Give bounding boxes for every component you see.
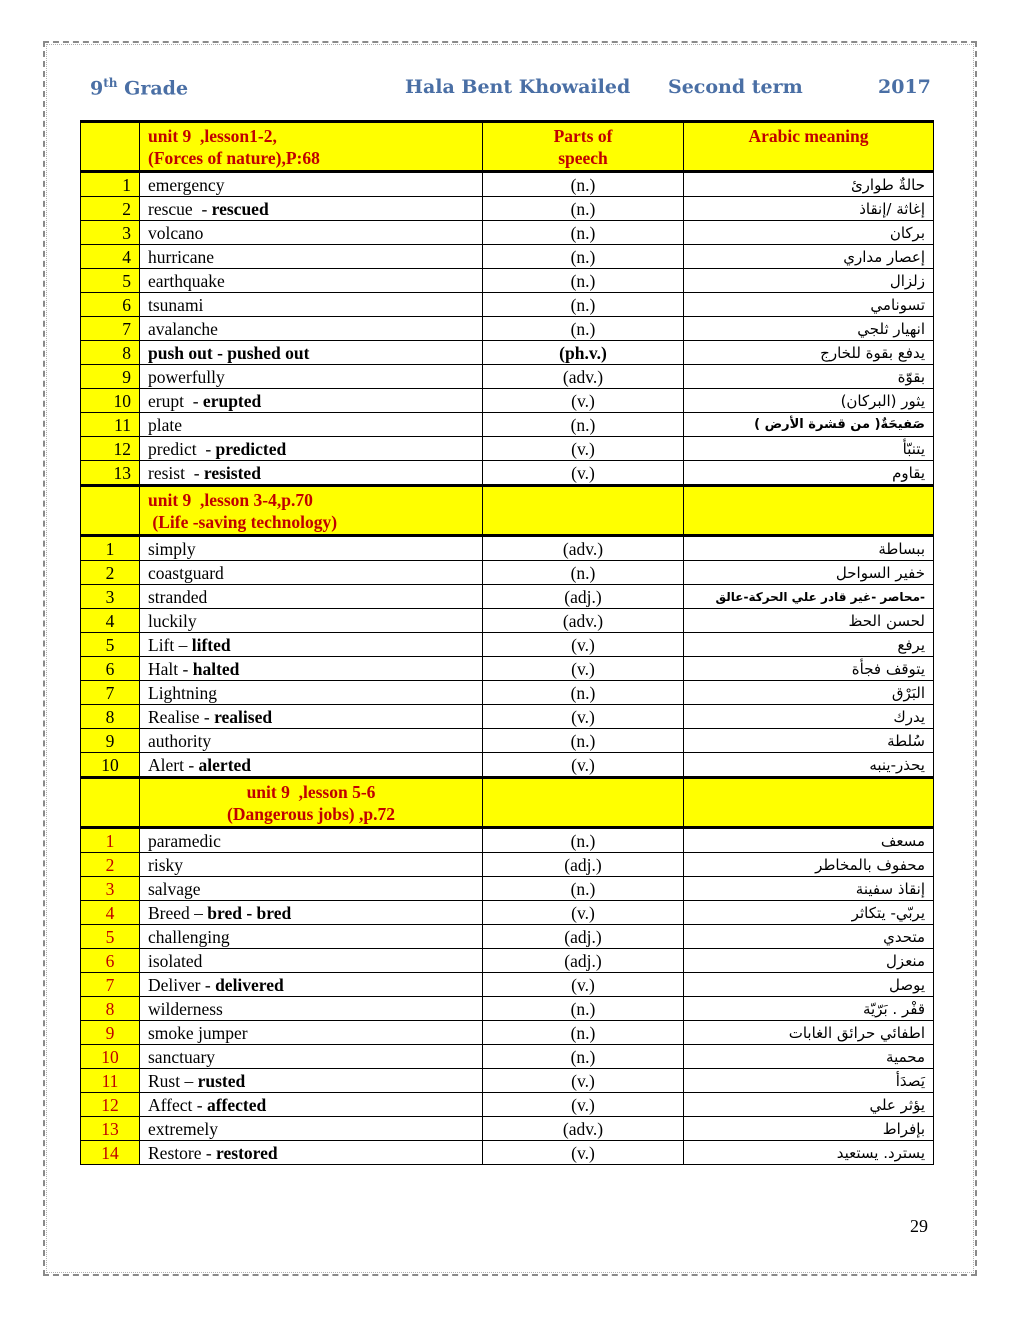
word-cell bbox=[140, 413, 483, 437]
word-cell bbox=[140, 317, 483, 341]
word-cell bbox=[140, 729, 483, 753]
table-row bbox=[81, 585, 934, 609]
arabic-meaning-cell: سُلطة bbox=[684, 729, 934, 753]
word-cell bbox=[140, 609, 483, 633]
section-header-blank bbox=[81, 486, 140, 536]
table-row bbox=[81, 317, 934, 341]
word-text: smoke jumper bbox=[148, 1022, 248, 1043]
row-number: 1 bbox=[81, 536, 140, 561]
table-row bbox=[81, 1117, 934, 1141]
row-number: 2 bbox=[81, 561, 140, 585]
word-cell bbox=[140, 461, 483, 486]
word-cell bbox=[140, 221, 483, 245]
table-row bbox=[81, 705, 934, 729]
row-number: 5 bbox=[81, 633, 140, 657]
word-text: predict - bbox=[148, 438, 216, 459]
word-cell bbox=[140, 997, 483, 1021]
arabic-meaning-cell: صَفيحَةٌ( من قشرة الأرض ) bbox=[684, 413, 934, 437]
table-row bbox=[81, 973, 934, 997]
part-of-speech-cell: (n.) bbox=[483, 828, 684, 853]
word-cell bbox=[140, 1045, 483, 1069]
part-of-speech-cell: (n.) bbox=[483, 877, 684, 901]
row-number: 1 bbox=[81, 172, 140, 197]
word-text: luckily bbox=[148, 610, 197, 631]
row-number: 6 bbox=[81, 293, 140, 317]
word-cell bbox=[140, 389, 483, 413]
word-bold-text: resisted bbox=[203, 462, 261, 483]
arabic-meaning-cell: يتنبّأ bbox=[684, 437, 934, 461]
part-of-speech-cell: (v.) bbox=[483, 753, 684, 778]
word-text: paramedic bbox=[148, 830, 221, 851]
table-row bbox=[81, 437, 934, 461]
arabic-meaning-cell: بإفراط bbox=[684, 1117, 934, 1141]
word-cell bbox=[140, 705, 483, 729]
row-number: 11 bbox=[81, 1069, 140, 1093]
arabic-meaning-cell: مسعف bbox=[684, 828, 934, 853]
table-row bbox=[81, 949, 934, 973]
row-number: 3 bbox=[81, 585, 140, 609]
row-number: 9 bbox=[81, 365, 140, 389]
header-year: 2017 bbox=[878, 76, 931, 98]
part-of-speech-cell: (adj.) bbox=[483, 925, 684, 949]
part-of-speech-cell: (n.) bbox=[483, 269, 684, 293]
row-number: 10 bbox=[81, 389, 140, 413]
part-of-speech-cell: (n.) bbox=[483, 245, 684, 269]
row-number: 10 bbox=[81, 1045, 140, 1069]
part-of-speech-cell: (v.) bbox=[483, 633, 684, 657]
row-number: 13 bbox=[81, 1117, 140, 1141]
row-number: 14 bbox=[81, 1141, 140, 1165]
part-of-speech-cell: (adv.) bbox=[483, 536, 684, 561]
word-text: extremely bbox=[148, 1118, 218, 1139]
header-author: Hala Bent Khowailed bbox=[405, 76, 631, 98]
section-header-row bbox=[81, 486, 934, 536]
word-text: simply bbox=[148, 538, 196, 559]
word-text: tsunami bbox=[148, 294, 204, 315]
section-title-line2: (Forces of nature),P:68 bbox=[148, 147, 320, 168]
arabic-meaning-cell: انهيار ثلجي bbox=[684, 317, 934, 341]
word-text: stranded bbox=[148, 586, 208, 607]
page-number: 29 bbox=[910, 1216, 928, 1236]
word-cell bbox=[140, 657, 483, 681]
word-text: Realise - bbox=[148, 706, 215, 727]
arabic-meaning-cell: بقوّة bbox=[684, 365, 934, 389]
word-cell bbox=[140, 245, 483, 269]
part-of-speech-cell: (n.) bbox=[483, 1021, 684, 1045]
word-bold-text: rescued bbox=[211, 198, 269, 219]
word-cell bbox=[140, 1021, 483, 1045]
part-of-speech-cell: (adj.) bbox=[483, 585, 684, 609]
row-number: 6 bbox=[81, 657, 140, 681]
word-bold-text: bred - bred bbox=[207, 902, 292, 923]
row-number: 8 bbox=[81, 341, 140, 365]
word-bold-text: predicted bbox=[215, 438, 287, 459]
vocabulary-table-body bbox=[81, 122, 934, 1165]
vocabulary-table bbox=[80, 120, 934, 1165]
arabic-meaning-header: Arabic meaning bbox=[684, 122, 934, 172]
row-number: 3 bbox=[81, 877, 140, 901]
word-cell bbox=[140, 172, 483, 197]
word-cell bbox=[140, 536, 483, 561]
word-cell bbox=[140, 877, 483, 901]
word-text: avalanche bbox=[148, 318, 218, 339]
arabic-meaning-cell: محفوف بالمخاطر bbox=[684, 853, 934, 877]
part-of-speech-cell: (v.) bbox=[483, 1069, 684, 1093]
arabic-meaning-cell: محمية bbox=[684, 1045, 934, 1069]
row-number: 12 bbox=[81, 1093, 140, 1117]
table-row bbox=[81, 1093, 934, 1117]
arabic-meaning-cell: يسترد. يستعيد bbox=[684, 1141, 934, 1165]
word-bold-text: halted bbox=[192, 658, 240, 679]
part-of-speech-cell: (adv.) bbox=[483, 609, 684, 633]
table-row bbox=[81, 609, 934, 633]
part-of-speech-cell: (n.) bbox=[483, 293, 684, 317]
part-of-speech-cell: (ph.v.) bbox=[483, 341, 684, 365]
part-of-speech-cell: (v.) bbox=[483, 461, 684, 486]
table-row bbox=[81, 172, 934, 197]
word-cell bbox=[140, 681, 483, 705]
word-cell bbox=[140, 925, 483, 949]
row-number: 9 bbox=[81, 1021, 140, 1045]
table-row bbox=[81, 1045, 934, 1069]
part-of-speech-cell: (adj.) bbox=[483, 949, 684, 973]
arabic-meaning-cell: البَرْق bbox=[684, 681, 934, 705]
row-number: 4 bbox=[81, 901, 140, 925]
word-cell bbox=[140, 1069, 483, 1093]
word-cell bbox=[140, 949, 483, 973]
header-term: Second term bbox=[668, 76, 803, 98]
word-bold-text: realised bbox=[214, 706, 273, 727]
part-of-speech-cell: (n.) bbox=[483, 729, 684, 753]
word-text: wilderness bbox=[148, 998, 223, 1019]
table-row bbox=[81, 657, 934, 681]
arabic-meaning-cell: خفير السواحل bbox=[684, 561, 934, 585]
word-cell bbox=[140, 828, 483, 853]
section-title-line1: unit 9 ,lesson 5-6 bbox=[246, 781, 376, 802]
part-of-speech-cell: (adj.) bbox=[483, 853, 684, 877]
word-cell bbox=[140, 633, 483, 657]
word-bold-text: restored bbox=[216, 1142, 278, 1163]
row-number: 3 bbox=[81, 221, 140, 245]
word-text: sanctuary bbox=[148, 1046, 216, 1067]
word-text: volcano bbox=[148, 222, 204, 243]
section-header-blank bbox=[81, 122, 140, 172]
table-row bbox=[81, 753, 934, 778]
word-text: Halt - bbox=[148, 658, 193, 679]
part-of-speech-cell: (n.) bbox=[483, 197, 684, 221]
arabic-meaning-cell: تسونامي bbox=[684, 293, 934, 317]
arabic-meaning-cell: يقاوم bbox=[684, 461, 934, 486]
table-row bbox=[81, 828, 934, 853]
part-of-speech-cell: (n.) bbox=[483, 413, 684, 437]
word-text: salvage bbox=[148, 878, 201, 899]
table-row bbox=[81, 536, 934, 561]
arabic-meaning-cell: إنقاذ سفينة bbox=[684, 877, 934, 901]
word-cell bbox=[140, 901, 483, 925]
header-grade: 9th Grade bbox=[90, 76, 189, 100]
arabic-meaning-header bbox=[684, 486, 934, 536]
arabic-meaning-cell: قفْر . بَرّيّة bbox=[684, 997, 934, 1021]
part-of-speech-cell: (n.) bbox=[483, 681, 684, 705]
part-of-speech-cell: (v.) bbox=[483, 1093, 684, 1117]
table-row bbox=[81, 1141, 934, 1165]
word-bold-text: alerted bbox=[198, 754, 252, 775]
word-bold-text: lifted bbox=[191, 634, 231, 655]
part-of-speech-cell: (v.) bbox=[483, 437, 684, 461]
word-text: hurricane bbox=[148, 246, 215, 267]
row-number: 8 bbox=[81, 997, 140, 1021]
word-text: Restore - bbox=[148, 1142, 217, 1163]
word-bold-text: erupted bbox=[202, 390, 262, 411]
part-of-speech-cell: (v.) bbox=[483, 901, 684, 925]
part-of-speech-cell: (n.) bbox=[483, 172, 684, 197]
word-text: powerfully bbox=[148, 366, 225, 387]
table-row bbox=[81, 245, 934, 269]
arabic-meaning-cell: متحدي bbox=[684, 925, 934, 949]
section-header-row bbox=[81, 122, 934, 172]
arabic-meaning-cell: زلزال bbox=[684, 269, 934, 293]
row-number: 13 bbox=[81, 461, 140, 486]
part-of-speech-cell: (n.) bbox=[483, 997, 684, 1021]
arabic-meaning-cell: ببساطة bbox=[684, 536, 934, 561]
word-text: Deliver - bbox=[148, 974, 216, 995]
table-row bbox=[81, 925, 934, 949]
table-row bbox=[81, 853, 934, 877]
word-cell bbox=[140, 585, 483, 609]
word-text: Alert - bbox=[148, 754, 199, 775]
table-row bbox=[81, 341, 934, 365]
table-row bbox=[81, 221, 934, 245]
word-cell bbox=[140, 561, 483, 585]
table-row bbox=[81, 561, 934, 585]
arabic-meaning-cell: يدرك bbox=[684, 705, 934, 729]
table-row bbox=[81, 1069, 934, 1093]
word-text: Lightning bbox=[148, 682, 218, 703]
table-row bbox=[81, 901, 934, 925]
part-of-speech-cell: (n.) bbox=[483, 221, 684, 245]
arabic-meaning-cell: -محاصر -غير قادر علي الحركة-عالق bbox=[684, 585, 934, 609]
row-number: 2 bbox=[81, 853, 140, 877]
row-number: 10 bbox=[81, 753, 140, 778]
table-row bbox=[81, 461, 934, 486]
word-bold-text: rusted bbox=[197, 1070, 246, 1091]
arabic-meaning-cell: يرفع bbox=[684, 633, 934, 657]
row-number: 8 bbox=[81, 705, 140, 729]
parts-of-speech-header bbox=[483, 778, 684, 828]
part-of-speech-cell: (n.) bbox=[483, 1045, 684, 1069]
word-text: erupt - bbox=[148, 390, 203, 411]
arabic-meaning-cell: يَصدَأ bbox=[684, 1069, 934, 1093]
arabic-meaning-cell: لحسن الحظ bbox=[684, 609, 934, 633]
arabic-meaning-cell: يحذر-ينبه bbox=[684, 753, 934, 778]
part-of-speech-cell: (v.) bbox=[483, 657, 684, 681]
word-cell bbox=[140, 973, 483, 997]
part-of-speech-cell: (adv.) bbox=[483, 1117, 684, 1141]
word-text: risky bbox=[148, 854, 183, 875]
word-text: rescue - bbox=[148, 198, 212, 219]
arabic-meaning-cell: بركان bbox=[684, 221, 934, 245]
word-bold-text: affected bbox=[206, 1094, 267, 1115]
word-text: challenging bbox=[148, 926, 230, 947]
part-of-speech-cell: (v.) bbox=[483, 389, 684, 413]
parts-of-speech-header bbox=[483, 486, 684, 536]
section-title bbox=[140, 486, 483, 536]
word-text: resist - bbox=[148, 462, 204, 483]
row-number: 9 bbox=[81, 729, 140, 753]
section-title bbox=[140, 122, 483, 172]
arabic-meaning-cell: إغاثة /إنقاذ bbox=[684, 197, 934, 221]
table-row bbox=[81, 413, 934, 437]
word-cell bbox=[140, 1117, 483, 1141]
part-of-speech-cell: (v.) bbox=[483, 1141, 684, 1165]
word-cell bbox=[140, 365, 483, 389]
table-row bbox=[81, 389, 934, 413]
word-text: isolated bbox=[148, 950, 203, 971]
table-row bbox=[81, 877, 934, 901]
arabic-meaning-cell: يتوقف فجأة bbox=[684, 657, 934, 681]
row-number: 12 bbox=[81, 437, 140, 461]
table-row bbox=[81, 269, 934, 293]
word-cell bbox=[140, 1141, 483, 1165]
row-number: 1 bbox=[81, 828, 140, 853]
arabic-meaning-header bbox=[684, 778, 934, 828]
arabic-meaning-cell: يوصل bbox=[684, 973, 934, 997]
word-text: Breed – bbox=[148, 902, 208, 923]
word-cell bbox=[140, 293, 483, 317]
row-number: 7 bbox=[81, 681, 140, 705]
row-number: 11 bbox=[81, 413, 140, 437]
table-row bbox=[81, 681, 934, 705]
row-number: 6 bbox=[81, 949, 140, 973]
section-title-line2: (Dangerous jobs) ,p.72 bbox=[227, 803, 395, 824]
word-bold-text: push out - pushed out bbox=[148, 342, 310, 363]
row-number: 2 bbox=[81, 197, 140, 221]
part-of-speech-cell: (n.) bbox=[483, 561, 684, 585]
word-text: Lift – bbox=[148, 634, 192, 655]
word-text: Affect - bbox=[148, 1094, 207, 1115]
word-cell bbox=[140, 853, 483, 877]
section-header-blank bbox=[81, 778, 140, 828]
row-number: 4 bbox=[81, 609, 140, 633]
word-text: plate bbox=[148, 414, 183, 435]
table-row bbox=[81, 997, 934, 1021]
section-header-row bbox=[81, 778, 934, 828]
arabic-meaning-cell: يثور (البركان) bbox=[684, 389, 934, 413]
arabic-meaning-cell: حالةٌ طوارئ bbox=[684, 172, 934, 197]
row-number: 5 bbox=[81, 269, 140, 293]
parts-of-speech-header: Parts of speech bbox=[483, 122, 684, 172]
section-title-line1: unit 9 ,lesson 3-4,p.70 bbox=[148, 489, 313, 510]
word-bold-text: delivered bbox=[215, 974, 284, 995]
part-of-speech-cell: (adv.) bbox=[483, 365, 684, 389]
table-row bbox=[81, 729, 934, 753]
word-cell bbox=[140, 269, 483, 293]
word-cell bbox=[140, 1093, 483, 1117]
arabic-meaning-cell: منعزل bbox=[684, 949, 934, 973]
arabic-meaning-cell: يدفع بقوة للخارج bbox=[684, 341, 934, 365]
word-cell bbox=[140, 437, 483, 461]
word-text: coastguard bbox=[148, 562, 224, 583]
table-row bbox=[81, 365, 934, 389]
table-row bbox=[81, 1021, 934, 1045]
row-number: 4 bbox=[81, 245, 140, 269]
row-number: 7 bbox=[81, 317, 140, 341]
arabic-meaning-cell: اطفائي حرائق الغابات bbox=[684, 1021, 934, 1045]
arabic-meaning-cell: يربّي- يتكاثر bbox=[684, 901, 934, 925]
word-text: emergency bbox=[148, 174, 225, 195]
section-title-line2: (Life -saving technology) bbox=[148, 511, 338, 532]
row-number: 5 bbox=[81, 925, 140, 949]
table-row bbox=[81, 633, 934, 657]
table-row bbox=[81, 197, 934, 221]
section-title bbox=[140, 778, 483, 828]
part-of-speech-cell: (n.) bbox=[483, 317, 684, 341]
page-header bbox=[0, 76, 1020, 104]
word-cell bbox=[140, 197, 483, 221]
word-text: authority bbox=[148, 730, 212, 751]
table-row bbox=[81, 293, 934, 317]
word-text: earthquake bbox=[148, 270, 225, 291]
row-number: 7 bbox=[81, 973, 140, 997]
part-of-speech-cell: (v.) bbox=[483, 973, 684, 997]
word-cell bbox=[140, 753, 483, 778]
arabic-meaning-cell: يؤثر علي bbox=[684, 1093, 934, 1117]
arabic-meaning-cell: إعصار مداري bbox=[684, 245, 934, 269]
section-title-line1: unit 9 ,lesson1-2, bbox=[148, 125, 277, 146]
part-of-speech-cell: (v.) bbox=[483, 705, 684, 729]
word-cell bbox=[140, 341, 483, 365]
word-text: Rust – bbox=[148, 1070, 198, 1091]
